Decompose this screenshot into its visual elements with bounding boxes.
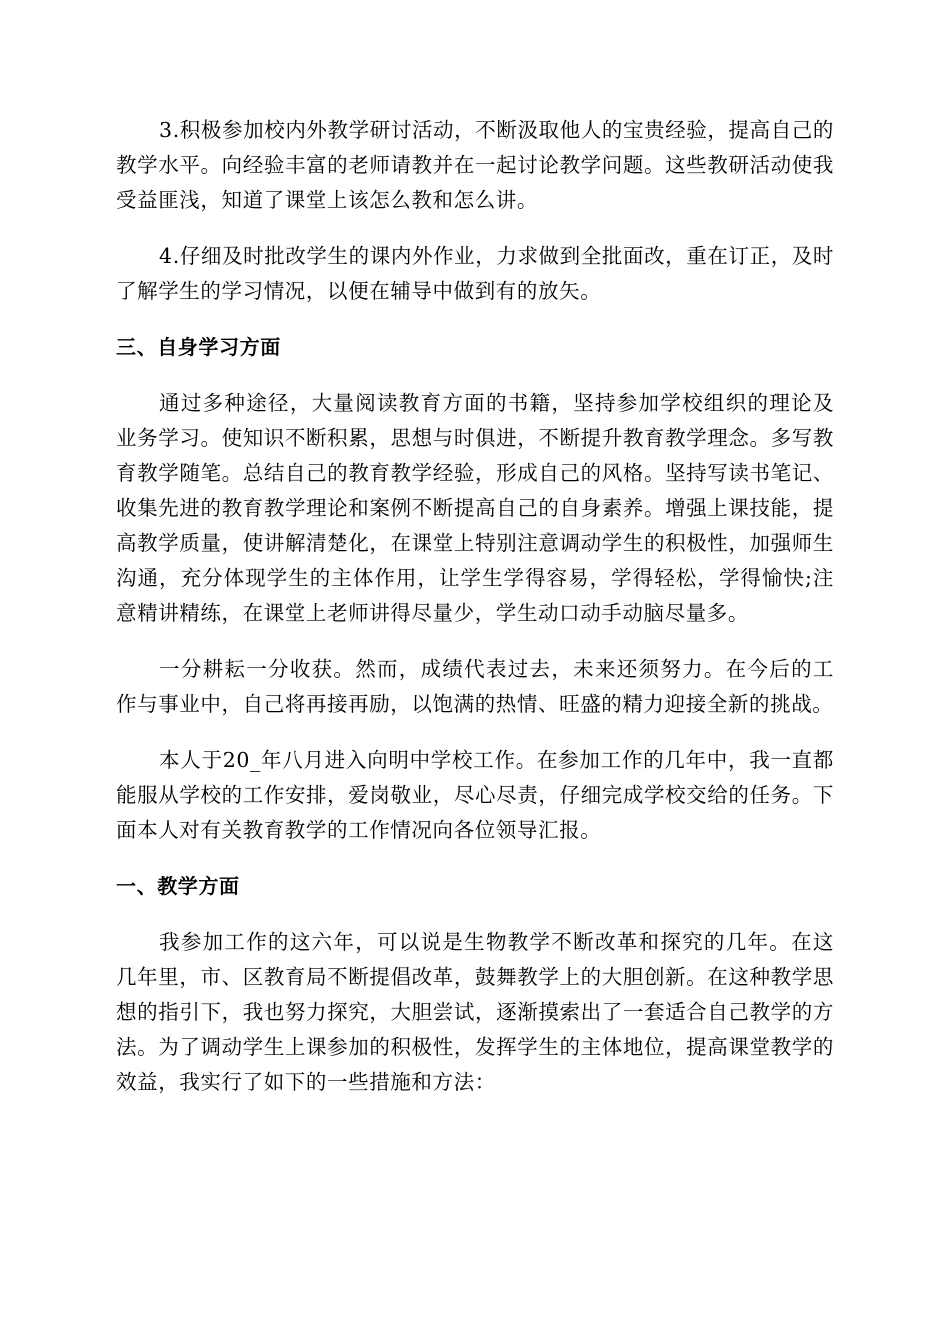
section-heading-teaching: 一、教学方面 [116, 874, 240, 898]
document-page [116, 113, 834, 1121]
paragraph-conclusion: 一分耕耘一分收获。然而，成绩代表过去，未来还须努力。在今后的工作与事业中，自己将再接再励，以饱满的热情、旺盛的精力迎接全新的挑战。 [116, 657, 834, 716]
paragraph-teaching: 我参加工作的这六年，可以说是生物教学不断改革和探究的几年。在这几年里，市、区教育局不断提倡改革，鼓舞教学上的大胆创新。在这种教学思想的指引下，我也努力探究，大胆尝试，逐渐摸索出了一套适合自己教学的方法。为了调动学生上课参加的积极性，发挥学生的主体地位，提高课堂教学的效益，我实行了如下的一些措施和方法： [116, 930, 834, 1094]
paragraph-item-4: 4.仔细及时批改学生的课内外作业，力求做到全批面改，重在订正，及时了解学生的学习情况，以便在辅导中做到有的放矢。 [116, 244, 834, 303]
paragraph-self-study: 通过多种途径，大量阅读教育方面的书籍，坚持参加学校组织的理论及业务学习。使知识不断积累，思想与时俱进，不断提升教育教学理念。多写教育教学随笔。总结自己的教育教学经验，形成自己的风格。坚持写读书笔记、收集先进的教育教学理论和案例不断提高自己的自身素养。增强上课技能，提高教学质量，使讲解清楚化，在课堂上特别注意调动学生的积极性，加强师生沟通，充分体现学生的主体作用，让学生学得容易，学得轻松，学得愉快;注意精讲精练，在课堂上老师讲得尽量少，学生动口动手动脑尽量多。 [116, 391, 834, 625]
paragraph-introduction: 本人于20_年八月进入向明中学校工作。在参加工作的几年中，我一直都能服从学校的工作安排，爱岗敬业，尽心尽责，仔细完成学校交给的任务。下面本人对有关教育教学的工作情况向各位领导汇报。 [116, 748, 834, 842]
section-heading-self-study: 三、自身学习方面 [116, 335, 281, 359]
paragraph-item-3: 3.积极参加校内外教学研讨活动，不断汲取他人的宝贵经验，提高自己的教学水平。向经验丰富的老师请教并在一起讨论教学问题。这些教研活动使我受益匪浅，知道了课堂上该怎么教和怎么讲。 [116, 118, 834, 212]
